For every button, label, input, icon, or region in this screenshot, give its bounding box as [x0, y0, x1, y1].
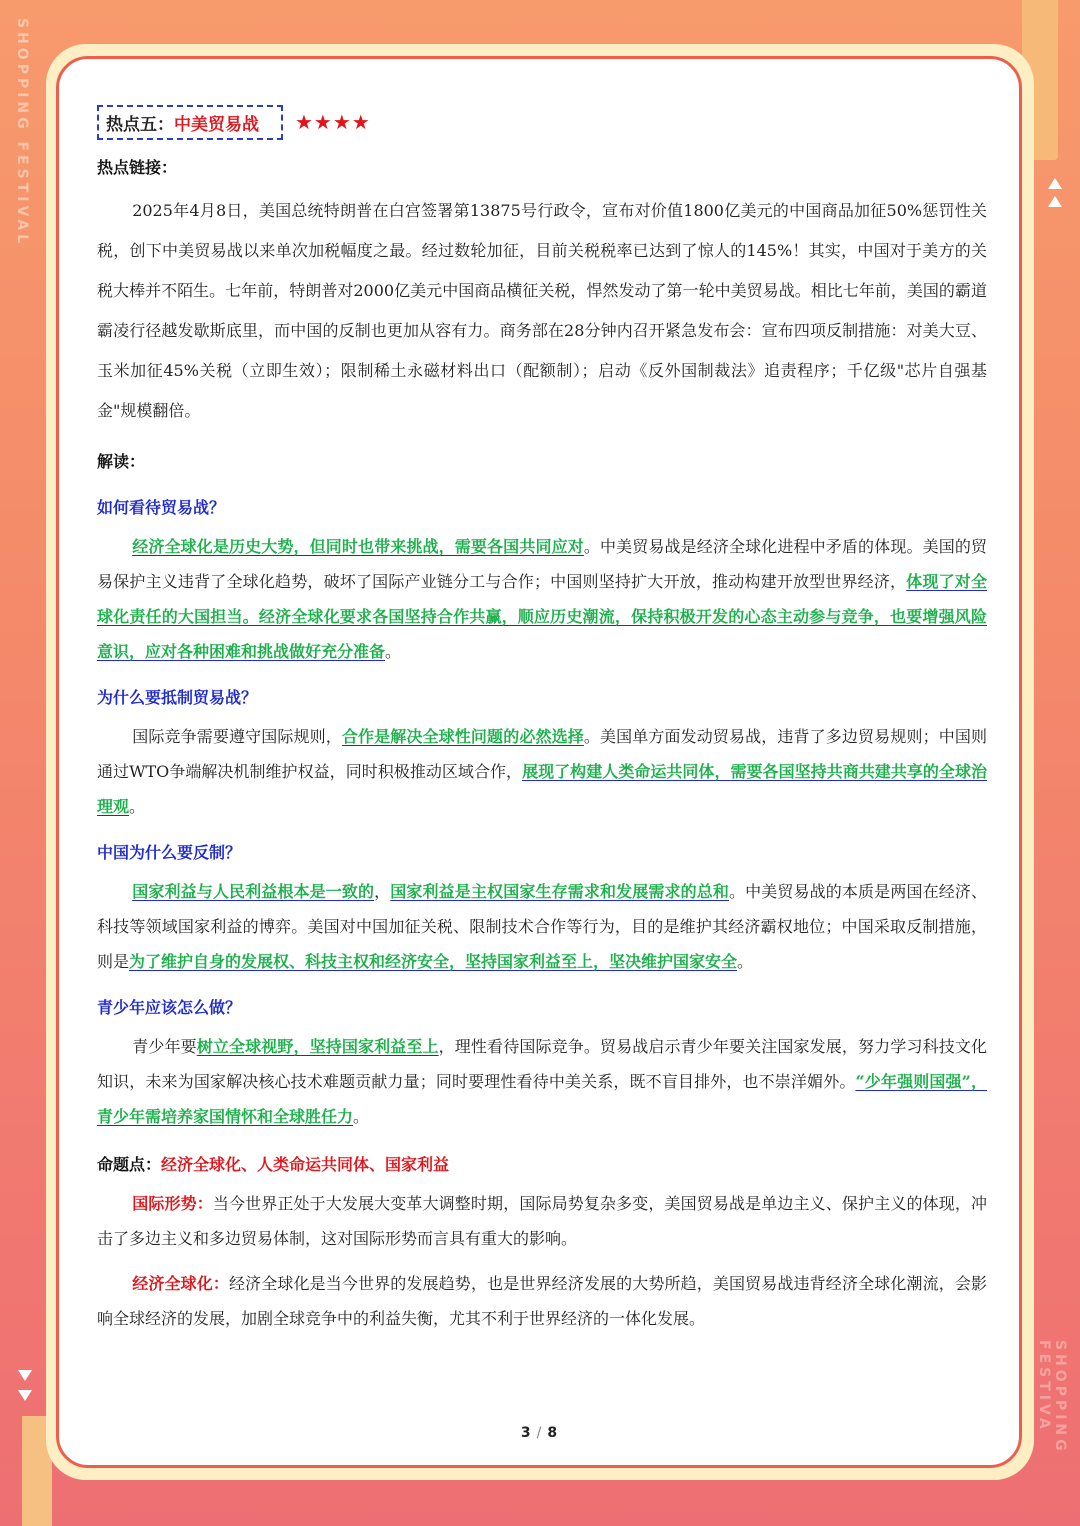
- point-term: 经济全球化：: [132, 1274, 229, 1293]
- section-heading: 中国为什么要反制？: [97, 843, 242, 862]
- triangle-up-icon: [1048, 196, 1062, 207]
- page-separator: /: [536, 1425, 542, 1441]
- key-point-highlight: 树立全球视野，坚持国家利益至上: [196, 1037, 439, 1056]
- page-current: 3: [520, 1425, 531, 1441]
- key-point-highlight: 展现了构建人类命运共同体，需要各国坚持共商共建共享的全球治理观: [97, 762, 987, 816]
- section-heading: 青少年应该怎么做？: [97, 998, 242, 1017]
- paragraph-text: ，理性看待国际竞争。贸易战启示青少年要关注国家发展，努力学习科技文化知识，未来为国家解决核心技术难题贡献力量；同时要理性看待中美关系，既不盲目排外，也不崇洋媚外。: [97, 1037, 987, 1091]
- paragraph-text: 国际竞争需要遵守国际规则，: [132, 727, 342, 746]
- paragraph-text: 。: [737, 952, 754, 971]
- triangle-up-icon: [1048, 178, 1062, 189]
- key-point-highlight: 合作是解决全球性问题的必然选择: [341, 727, 584, 746]
- page-indicator: [59, 1425, 1019, 1441]
- paragraph-text: ，: [374, 882, 391, 901]
- triangle-down-icon: [18, 1370, 32, 1381]
- paragraph-text: 。: [385, 642, 402, 661]
- proposition-label: 命题点：: [97, 1155, 162, 1174]
- key-point-highlight: 国家利益与人民利益根本是一致的: [132, 882, 375, 901]
- key-point-highlight: 为了维护自身的发展权、科技主权和经济安全，坚持国家利益至上，坚决维护国家安全: [129, 952, 738, 971]
- section-paragraph: [97, 1029, 987, 1134]
- link-heading: 热点链接：: [97, 158, 178, 177]
- topic-title-row: [97, 105, 987, 139]
- topic-label: 热点五：: [106, 114, 174, 135]
- topic-name: 中美贸易战: [174, 114, 259, 135]
- section-paragraph: [97, 719, 987, 824]
- section-paragraph: [97, 529, 987, 669]
- section-heading: 如何看待贸易战？: [97, 498, 226, 517]
- proposition-value: 经济全球化、人类命运共同体、国家利益: [161, 1155, 450, 1174]
- triangle-down-icon: [18, 1390, 32, 1401]
- paragraph-text: 。美国单方面发动贸易战，违背了多边贸易规则；中国则通过WTO争端解决机制维护权益，同时积极推动区域合作，: [97, 727, 987, 781]
- paragraph-text: 。: [129, 797, 146, 816]
- page-content: [97, 105, 987, 1336]
- paragraph-text: 。中美贸易战的本质是两国在经济、科技等领域国家利益的博弈。美国对中国加征关税、限制技术合作等行为，目的是维护其经济霸权地位；中国采取反制措施，则是: [97, 882, 987, 971]
- key-point-highlight: 体现了对全球化责任的大国担当。经济全球化要求各国坚持合作共赢，顺应历史潮流，保持积极开发的心态主动参与竞争，也要增强风险意识，应对各种困难和挑战做好充分准备: [97, 572, 987, 661]
- point-text: 当今世界正处于大发展大变革大调整时期，国际局势复杂多变，美国贸易战是单边主义、保护主义的体现，冲击了多边主义和多边贸易体制，这对国际形势而言具有重大的影响。: [97, 1194, 987, 1248]
- point-paragraph: [97, 1266, 987, 1336]
- section-heading: 为什么要抵制贸易战？: [97, 688, 258, 707]
- side-text-right: SHOPPING FESTIVA: [1036, 1340, 1068, 1455]
- side-text-left: SHOPPING FESTIVAL: [14, 18, 30, 248]
- link-paragraph: 2025年4月8日，美国总统特朗普在白宫签署第13875号行政令，宣布对价值1800亿美元的中国商品加征50%惩罚性关税，创下中美贸易战以来单次加税幅度之最。经过数轮加征，目前关税税率已达到了惊人的145%！其实，中国对于美方的关税大棒并不陌生。七年前，特朗普对2000亿美元中国商品横征关税，悍然发动了第一轮中美贸易战。相比七年前，美国的霸道霸凌行径越发歇斯底里，而中国的反制也更加从容有力。商务部在28分钟内召开紧急发布会：宣布四项反制措施：对美大豆、玉米加征45%关税（立即生效）；限制稀土永磁材料出口（配额制）；启动《反外国制裁法》追责程序；千亿级"芯片自强基金"规模翻倍。: [97, 201, 987, 420]
- point-term: 国际形势：: [132, 1194, 213, 1213]
- key-point-highlight: “少年强则国强”，青少年需培养家国情怀和全球胜任力: [97, 1072, 987, 1126]
- section-paragraph: [97, 874, 987, 979]
- key-point-highlight: 经济全球化是历史大势，但同时也带来挑战，需要各国共同应对: [132, 537, 584, 556]
- paragraph-text: 。中美贸易战是经济全球化进程中矛盾的体现。美国的贸易保护主义违背了全球化趋势，破坏了国际产业链分工与合作；中国则坚持扩大开放，推动构建开放型世界经济，: [97, 537, 987, 591]
- paragraph-text: 青少年要: [132, 1037, 197, 1056]
- point-paragraph: [97, 1186, 987, 1256]
- paragraph-text: 。: [353, 1107, 370, 1126]
- star-rating-icon: ★★★★: [295, 110, 371, 134]
- document-page: [56, 56, 1022, 1468]
- proposition-row: [97, 1154, 987, 1176]
- point-text: 经济全球化是当今世界的发展趋势，也是世界经济发展的大势所趋，美国贸易战违背经济全球化潮流，会影响全球经济的发展，加剧全球竞争中的利益失衡，尤其不利于世界经济的一体化发展。: [97, 1274, 987, 1328]
- topic-title-box: [97, 105, 283, 140]
- page-total: 8: [547, 1425, 558, 1441]
- key-point-highlight: 国家利益是主权国家生存需求和发展需求的总和: [390, 882, 730, 901]
- reading-heading: 解读：: [97, 452, 146, 471]
